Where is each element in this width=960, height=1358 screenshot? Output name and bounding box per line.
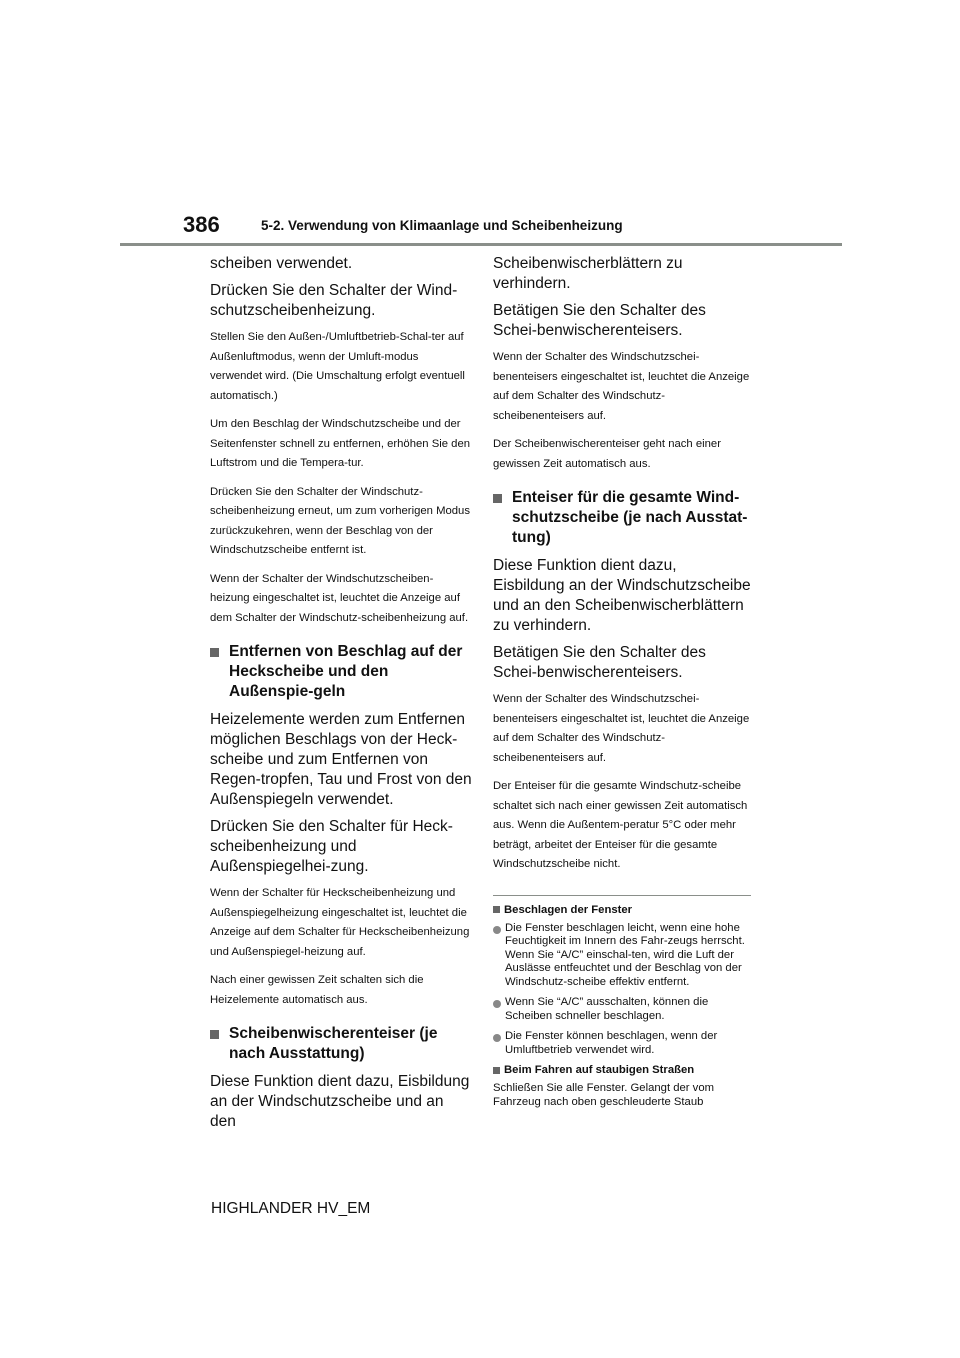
info-list-item [493,1030,751,1057]
paragraph: Diese Funktion dient dazu, Eisbildung an der Windschutzscheibe und an den [210,1073,470,1130]
note: Nach einer gewissen Zeit schalten sich die Heizelemente automatisch aus. [210,974,424,1006]
info-box-rule [493,895,751,896]
paragraph: Heizelemente werden zum Entfernen möglichen Beschlags von der Heck-scheibe und zum Entfernen von Regen-tropfen, Tau und Frost von den Außenspiegeln verwendet. [210,711,472,808]
section-heading [210,1024,472,1064]
page-number: 386 [183,212,220,237]
info-item-text: Die Fenster können beschlagen, wenn der Umluftbetrieb verwendet wird. [505,1030,718,1056]
paragraph: Betätigen Sie den Schalter des Schei-benwischerenteisers. [493,302,706,339]
circle-bullet-icon [493,1034,501,1042]
section-heading [210,642,472,702]
section-title: 5-2. Verwendung von Klimaanlage und Scheibenheizung [261,218,623,233]
note: Wenn der Schalter des Windschutzschei-benenteisers eingeschaltet ist, leuchtet die Anzeige auf dem Schalter des Windschutz-scheibenenteisers auf. [493,351,750,422]
circle-bullet-icon [493,1000,501,1008]
info-item-text: Die Fenster beschlagen leicht, wenn eine hohe Feuchtigkeit im Innern des Fahr-zeugs herrscht. Wenn Sie “A/C” einschal-ten, wird die Luft der Auslässe entfeuchtet und der Beschlag von der Windschutz-scheibe effektiv entfernt. [505,921,745,988]
info-item-text: Wenn Sie “A/C” ausschalten, können die Scheiben schneller beschlagen. [505,996,709,1022]
header-rule [120,243,842,246]
info-heading [493,904,751,916]
paragraph: Drücken Sie den Schalter der Wind-schutzscheibenheizung. [210,282,458,319]
section-heading [493,488,751,548]
heading-text: Entfernen von Beschlag auf der Heckscheibe und den Außenspie-geln [229,643,463,700]
info-list-item [493,996,751,1023]
heading-text: Scheibenwischerenteiser (je nach Ausstattung) [229,1025,438,1062]
paragraph: scheiben verwendet. [210,255,353,272]
note: Wenn der Schalter für Heckscheibenheizung und Außenspiegelheizung eingeschaltet ist, leuchtet die Anzeige auf dem Schalter für Heckscheibenheizung und Außenspiegel-heizung auf. [210,887,470,958]
circle-bullet-icon [493,926,501,934]
footer-model: HIGHLANDER HV_EM [211,1200,371,1217]
info-heading [493,1064,751,1076]
right-column [493,254,751,1109]
info-heading-text: Beschlagen der Fenster [504,903,633,916]
note: Drücken Sie den Schalter der Windschutz-scheibenheizung erneut, um zum vorherigen Modus zurückzukehren, wenn der Beschlag von der Windschutzscheibe entfernt ist. [210,485,470,556]
note: Stellen Sie den Außen-/Umluftbetrieb-Schal-ter auf Außenluftmodus, wenn der Umluft-modus verwendet wird. (Die Umschaltung erfolgt eventuell automatisch.) [210,331,465,402]
square-bullet-icon [493,494,502,503]
note: Wenn der Schalter der Windschutzscheiben-heizung eingeschaltet ist, leuchtet die Anzeige auf dem Schalter der Windschutz-scheibenheizung auf. [210,572,469,624]
heading-text: Enteiser für die gesamte Wind-schutzscheibe (je nach Ausstat-tung) [512,489,748,546]
small-square-bullet-icon [493,1067,500,1074]
paragraph: Scheibenwischerblättern zu verhindern. [493,255,683,292]
note: Der Scheibenwischerenteiser geht nach einer gewissen Zeit automatisch aus. [493,438,721,470]
info-list-item [493,922,751,990]
note: Wenn der Schalter des Windschutzschei-benenteisers eingeschaltet ist, leuchtet die Anzeige auf dem Schalter des Windschutz-scheibenenteisers auf. [493,693,750,764]
note: Um den Beschlag der Windschutzscheibe und der Seitenfenster schnell zu entfernen, erhöhen Sie den Luftstrom und die Tempera-tur. [210,418,471,469]
info-heading-text: Beim Fahren auf staubigen Straßen [504,1064,695,1076]
square-bullet-icon [210,1030,219,1039]
note: Der Enteiser für die gesamte Windschutz-scheibe schaltet sich nach einer gewissen Zeit automatisch aus. Wenn die Außentem-peratur 5°C oder mehr beträgt, arbeitet der Enteiser für die gesamte Windschutzscheibe nicht. [493,780,748,870]
paragraph: Betätigen Sie den Schalter des Schei-benwischerenteisers. [493,644,706,681]
small-square-bullet-icon [493,906,500,913]
square-bullet-icon [210,648,219,657]
info-text: Schließen Sie alle Fenster. Gelangt der vom Fahrzeug nach oben geschleuderte Staub [493,1082,715,1108]
paragraph: Diese Funktion dient dazu, Eisbildung an der Windschutzscheibe und an den Scheibenwischerblättern zu verhindern. [493,557,751,634]
left-column [210,254,472,1139]
paragraph: Drücken Sie den Schalter für Heck-scheibenheizung und Außenspiegelhei-zung. [210,818,453,875]
